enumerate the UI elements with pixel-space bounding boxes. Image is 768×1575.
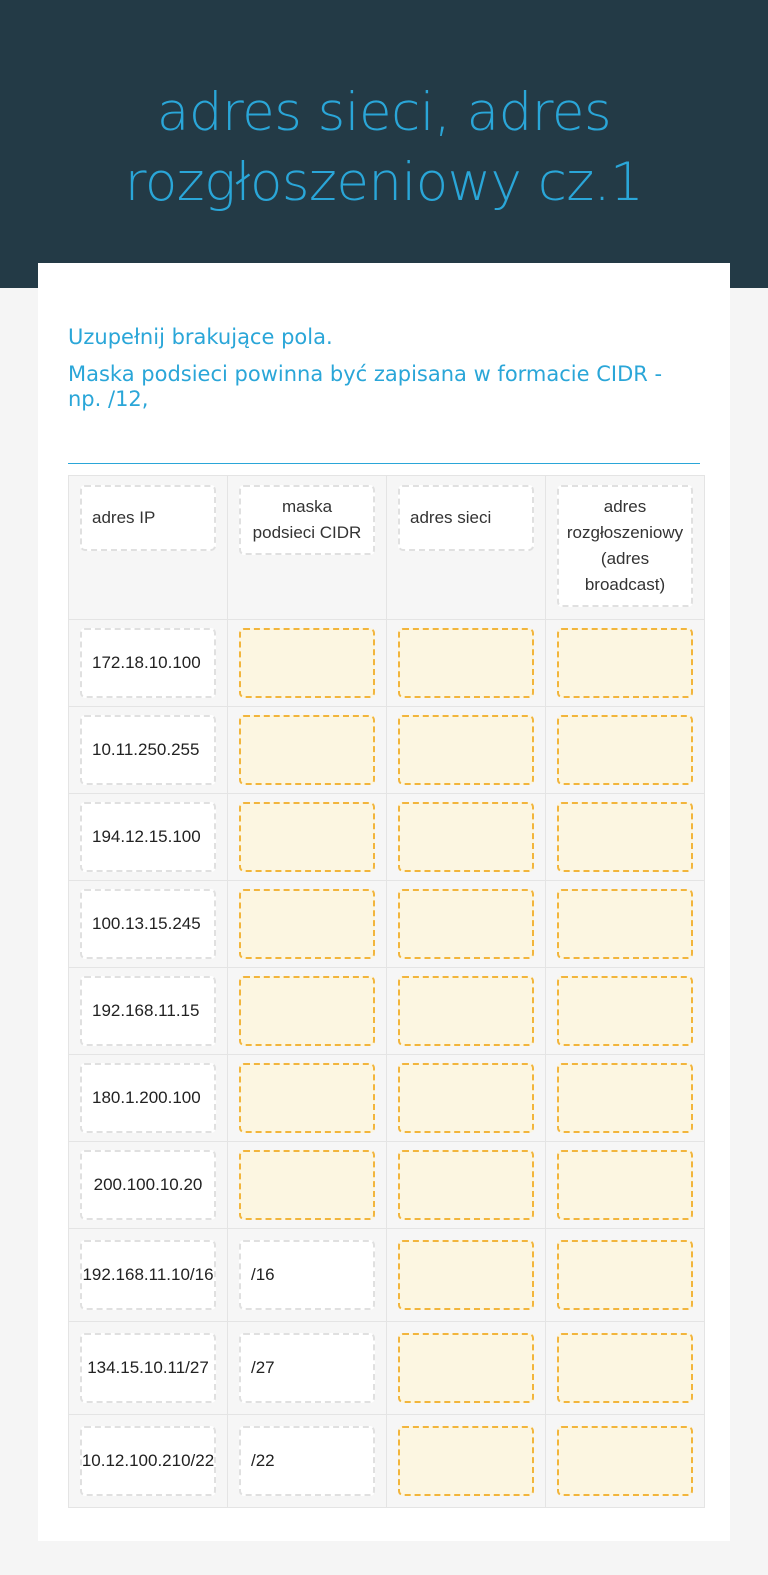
ip-address-cell: 192.168.11.15: [80, 976, 216, 1046]
table-row: [69, 794, 705, 881]
table-row: [69, 620, 705, 707]
header-ip: adres IP: [80, 485, 216, 551]
broadcast-answer-field[interactable]: [557, 1150, 693, 1220]
mask-answer-field[interactable]: [239, 1150, 375, 1220]
mask-answer-field[interactable]: [239, 1063, 375, 1133]
answer-table: [68, 475, 705, 1508]
mask-answer-field[interactable]: [239, 976, 375, 1046]
table-row: [69, 1229, 705, 1322]
network-answer-field[interactable]: [398, 1063, 534, 1133]
header-broadcast: adres rozgłoszeniowy (adres broadcast): [557, 485, 693, 607]
instructions: [68, 325, 700, 424]
mask-answer-field[interactable]: [239, 802, 375, 872]
broadcast-answer-field[interactable]: [557, 1333, 693, 1403]
mask-answer-field[interactable]: [239, 889, 375, 959]
network-answer-field[interactable]: [398, 889, 534, 959]
broadcast-answer-field[interactable]: [557, 802, 693, 872]
network-answer-field[interactable]: [398, 1150, 534, 1220]
table-row: [69, 881, 705, 968]
ip-address-cell: 180.1.200.100: [80, 1063, 216, 1133]
ip-address-cell: 100.13.15.245: [80, 889, 216, 959]
mask-answer-field[interactable]: [239, 628, 375, 698]
header-mask: maska podsieci CIDR: [239, 485, 375, 555]
broadcast-answer-field[interactable]: [557, 628, 693, 698]
broadcast-answer-field[interactable]: [557, 1240, 693, 1310]
table-row: [69, 1322, 705, 1415]
page-title: adres sieci, adres rozgłoszeniowy cz.1: [124, 82, 644, 213]
mask-given-value: /27: [239, 1333, 375, 1403]
ip-address-cell: 172.18.10.100: [80, 628, 216, 698]
broadcast-answer-field[interactable]: [557, 1063, 693, 1133]
table-row: [69, 968, 705, 1055]
divider: [68, 463, 700, 464]
ip-address-cell: 192.168.11.10/16: [80, 1240, 216, 1310]
network-answer-field[interactable]: [398, 628, 534, 698]
ip-address-cell: 10.12.100.210/22: [80, 1426, 216, 1496]
broadcast-answer-field[interactable]: [557, 715, 693, 785]
instruction-line-2: Maska podsieci powinna być zapisana w formacie CIDR - np. /12,: [68, 362, 663, 411]
ip-address-cell: 10.11.250.255: [80, 715, 216, 785]
table-header-row: [69, 476, 705, 620]
network-answer-field[interactable]: [398, 802, 534, 872]
network-answer-field[interactable]: [398, 715, 534, 785]
mask-given-value: /22: [239, 1426, 375, 1496]
network-answer-field[interactable]: [398, 1426, 534, 1496]
broadcast-answer-field[interactable]: [557, 889, 693, 959]
broadcast-answer-field[interactable]: [557, 1426, 693, 1496]
network-answer-field[interactable]: [398, 976, 534, 1046]
broadcast-answer-field[interactable]: [557, 976, 693, 1046]
ip-address-cell: 134.15.10.11/27: [80, 1333, 216, 1403]
exercise-card: [38, 263, 730, 1541]
network-answer-field[interactable]: [398, 1333, 534, 1403]
table-row: [69, 1142, 705, 1229]
ip-address-cell: 200.100.10.20: [80, 1150, 216, 1220]
network-answer-field[interactable]: [398, 1240, 534, 1310]
instruction-line-1: Uzupełnij brakujące pola.: [68, 325, 333, 349]
mask-given-value: /16: [239, 1240, 375, 1310]
header-network: adres sieci: [398, 485, 534, 551]
page-header: [0, 0, 768, 288]
table-row: [69, 1415, 705, 1508]
table-row: [69, 1055, 705, 1142]
mask-answer-field[interactable]: [239, 715, 375, 785]
table-row: [69, 707, 705, 794]
ip-address-cell: 194.12.15.100: [80, 802, 216, 872]
